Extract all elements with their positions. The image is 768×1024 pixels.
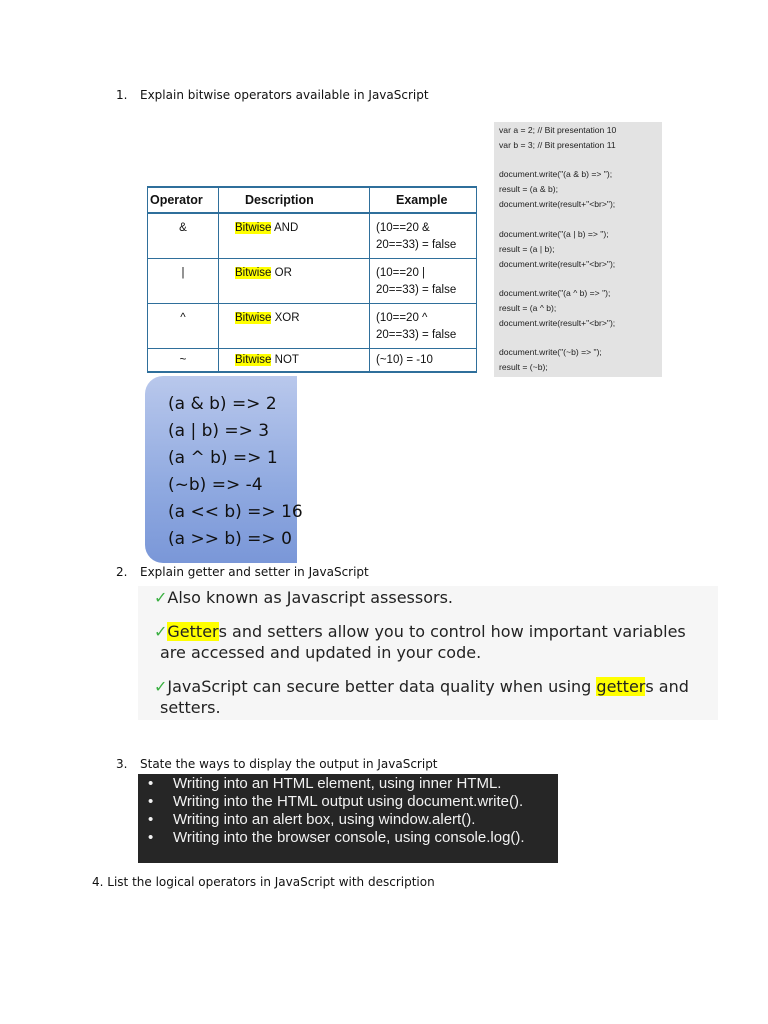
table-row [148, 213, 477, 259]
header-operator: Operator [148, 187, 219, 213]
item-text: s and setters allow you to control how important variables [218, 622, 686, 641]
highlighted-text: Getter [167, 622, 219, 641]
getter-setter-item [154, 677, 689, 696]
list-item [148, 829, 525, 846]
item-text-continued: are accessed and updated in your code. [160, 643, 482, 662]
question-number: 4. [92, 875, 104, 889]
question-3 [116, 757, 438, 771]
example-line: (10==20 & [376, 222, 430, 234]
list-item [148, 811, 475, 828]
bullet-icon: • [148, 793, 154, 810]
description-text: XOR [271, 312, 300, 324]
question-number: 1. [116, 88, 128, 102]
example-line: 20==33) = false [376, 239, 457, 251]
operator-cell: | [148, 259, 219, 304]
operator-cell: ~ [148, 349, 219, 373]
highlighted-text: Bitwise [235, 267, 272, 279]
description-cell [219, 304, 370, 349]
code-line: document.write("(a & b) => "); [499, 169, 613, 179]
description-text: OR [271, 267, 292, 279]
checkmark-icon: ✓ [154, 677, 168, 696]
description-cell [219, 349, 370, 373]
example-cell [370, 259, 477, 304]
list-item-text: Writing into the HTML output using document.write(). [173, 793, 524, 810]
question-2 [116, 565, 369, 579]
code-line: result = (~b); [499, 362, 548, 372]
header-description: Description [219, 187, 370, 213]
result-line: (a >> b) => 0 [168, 529, 292, 549]
getter-setter-item [154, 588, 453, 607]
bullet-icon: • [148, 775, 154, 792]
table-row [148, 259, 477, 304]
table-header-row [148, 187, 477, 213]
list-item [148, 775, 501, 792]
checkmark-icon: ✓ [154, 588, 168, 607]
result-line: (a << b) => 16 [168, 502, 303, 522]
code-line: result = (a ^ b); [499, 303, 557, 313]
highlighted-text: getter [596, 677, 646, 696]
operator-cell: ^ [148, 304, 219, 349]
checkmark-icon: ✓ [154, 622, 168, 641]
header-example: Example [370, 187, 477, 213]
code-line: document.write("(~b) => "); [499, 347, 602, 357]
code-snippet-panel [494, 122, 662, 377]
bullet-icon: • [148, 829, 154, 846]
example-line: (10==20 | [376, 267, 426, 279]
result-line: (a | b) => 3 [168, 421, 270, 441]
item-text: s and [645, 677, 689, 696]
list-item [148, 793, 523, 810]
code-line: document.write(result+"<br>"); [499, 318, 616, 328]
item-text-continued: setters. [160, 698, 221, 717]
highlighted-text: Bitwise [235, 222, 272, 234]
question-text: Explain bitwise operators available in JavaScript [140, 88, 429, 102]
getter-setter-panel [138, 586, 718, 720]
bullet-icon: • [148, 811, 154, 828]
table-row [148, 304, 477, 349]
bitwise-operators-table [147, 186, 477, 373]
result-line: (~b) => -4 [168, 475, 263, 495]
code-line: document.write(result+"<br>"); [499, 259, 616, 269]
code-line: var b = 3; // Bit presentation 11 [499, 140, 616, 150]
question-number: 3. [116, 757, 128, 771]
example-cell [370, 213, 477, 259]
list-item-text: Writing into the browser console, using console.log(). [173, 829, 525, 846]
code-line: document.write(result+"<br>"); [499, 199, 616, 209]
example-line: 20==33) = false [376, 329, 457, 341]
description-text: AND [271, 222, 299, 234]
code-line: result = (a | b); [499, 244, 555, 254]
operator-cell: & [148, 213, 219, 259]
question-number: 2. [116, 565, 128, 579]
question-4 [92, 875, 435, 889]
highlighted-text: Bitwise [235, 312, 272, 324]
example-line: 20==33) = false [376, 284, 457, 296]
item-text: JavaScript can secure better data quality when using [167, 677, 597, 696]
code-line: document.write("(a ^ b) => "); [499, 288, 611, 298]
results-box [145, 376, 303, 563]
getter-setter-item [154, 622, 686, 641]
output-methods-panel [138, 774, 558, 863]
code-line: var a = 2; // Bit presentation 10 [499, 125, 617, 135]
highlighted-text: Bitwise [235, 354, 272, 366]
example-line: (~10) = -10 [376, 354, 433, 366]
example-line: (10==20 ^ [376, 312, 428, 324]
result-line: (a ^ b) => 1 [168, 448, 278, 468]
code-line: result = (a & b); [499, 184, 558, 194]
result-line: (a & b) => 2 [168, 394, 277, 414]
item-text: Also known as Javascript assessors. [167, 588, 453, 607]
description-cell [219, 213, 370, 259]
list-item-text: Writing into an HTML element, using inner HTML. [173, 775, 502, 792]
example-cell [370, 349, 477, 373]
table-row [148, 349, 477, 373]
code-line: document.write("(a | b) => "); [499, 229, 609, 239]
question-1 [116, 88, 429, 102]
question-text: State the ways to display the output in JavaScript [140, 757, 438, 771]
question-text: List the logical operators in JavaScript with description [107, 875, 435, 889]
question-text: Explain getter and setter in JavaScript [140, 565, 369, 579]
description-text: NOT [271, 354, 299, 366]
example-cell [370, 304, 477, 349]
description-cell [219, 259, 370, 304]
list-item-text: Writing into an alert box, using window.alert(). [173, 811, 476, 828]
